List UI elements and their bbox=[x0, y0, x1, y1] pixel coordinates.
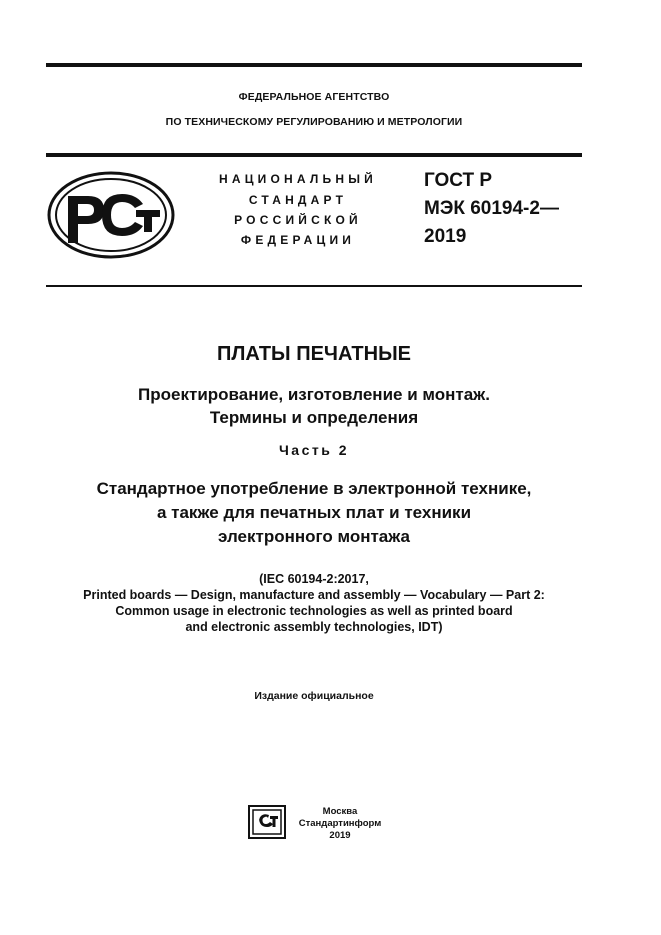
document-title: ПЛАТЫ ПЕЧАТНЫЕ bbox=[216, 343, 411, 365]
subtitle-line-1: Проектирование, изготовление и монтаж. bbox=[138, 385, 490, 404]
national-standard-line-2: СТАНДАРТ bbox=[248, 193, 348, 207]
national-standard-line-1: НАЦИОНАЛЬНЫЙ bbox=[218, 172, 378, 186]
header-rule bbox=[46, 153, 582, 157]
national-standard-line-3: РОССИЙСКОЙ bbox=[234, 213, 362, 227]
english-line-2: Printed boards — Design, manufacture and assembly — Vocabulary — Part 2: bbox=[83, 588, 545, 602]
agency-line-2: ПО ТЕХНИЧЕСКОМУ РЕГУЛИРОВАНИЮ И МЕТРОЛОГИИ bbox=[165, 116, 463, 128]
english-line-1: (IEC 60194-2:2017, bbox=[259, 572, 369, 586]
rst-certification-logo-icon bbox=[46, 170, 176, 260]
edition-label: Издание официальное bbox=[254, 690, 374, 702]
subtitle-line-2: Термины и определения bbox=[209, 408, 419, 427]
designation-line-3: 2019 bbox=[424, 226, 467, 247]
part-label: Часть 2 bbox=[278, 442, 350, 458]
publisher-year: 2019 bbox=[329, 830, 351, 841]
national-standard-line-4: ФЕДЕРАЦИИ bbox=[240, 233, 356, 247]
part-title-line-3: электронного монтажа bbox=[218, 527, 410, 546]
english-line-3: Common usage in electronic technologies as well as printed board bbox=[115, 604, 513, 618]
designation-line-2: МЭК 60194-2— bbox=[424, 198, 559, 219]
designation-rule bbox=[46, 285, 582, 287]
top-rule bbox=[46, 63, 582, 67]
publisher-name: Стандартинформ bbox=[298, 818, 382, 829]
part-title-line-2: а также для печатных плат и техники bbox=[156, 503, 472, 522]
standartinform-logo-icon bbox=[248, 805, 286, 839]
designation-line-1: ГОСТ Р bbox=[424, 170, 493, 191]
agency-line-1: ФЕДЕРАЛЬНОЕ АГЕНТСТВО bbox=[238, 91, 390, 103]
publisher-city: Москва bbox=[322, 806, 358, 817]
english-line-4: and electronic assembly technologies, IDT) bbox=[185, 620, 443, 634]
part-title-line-1: Стандартное употребление в электронной технике, bbox=[96, 479, 532, 498]
